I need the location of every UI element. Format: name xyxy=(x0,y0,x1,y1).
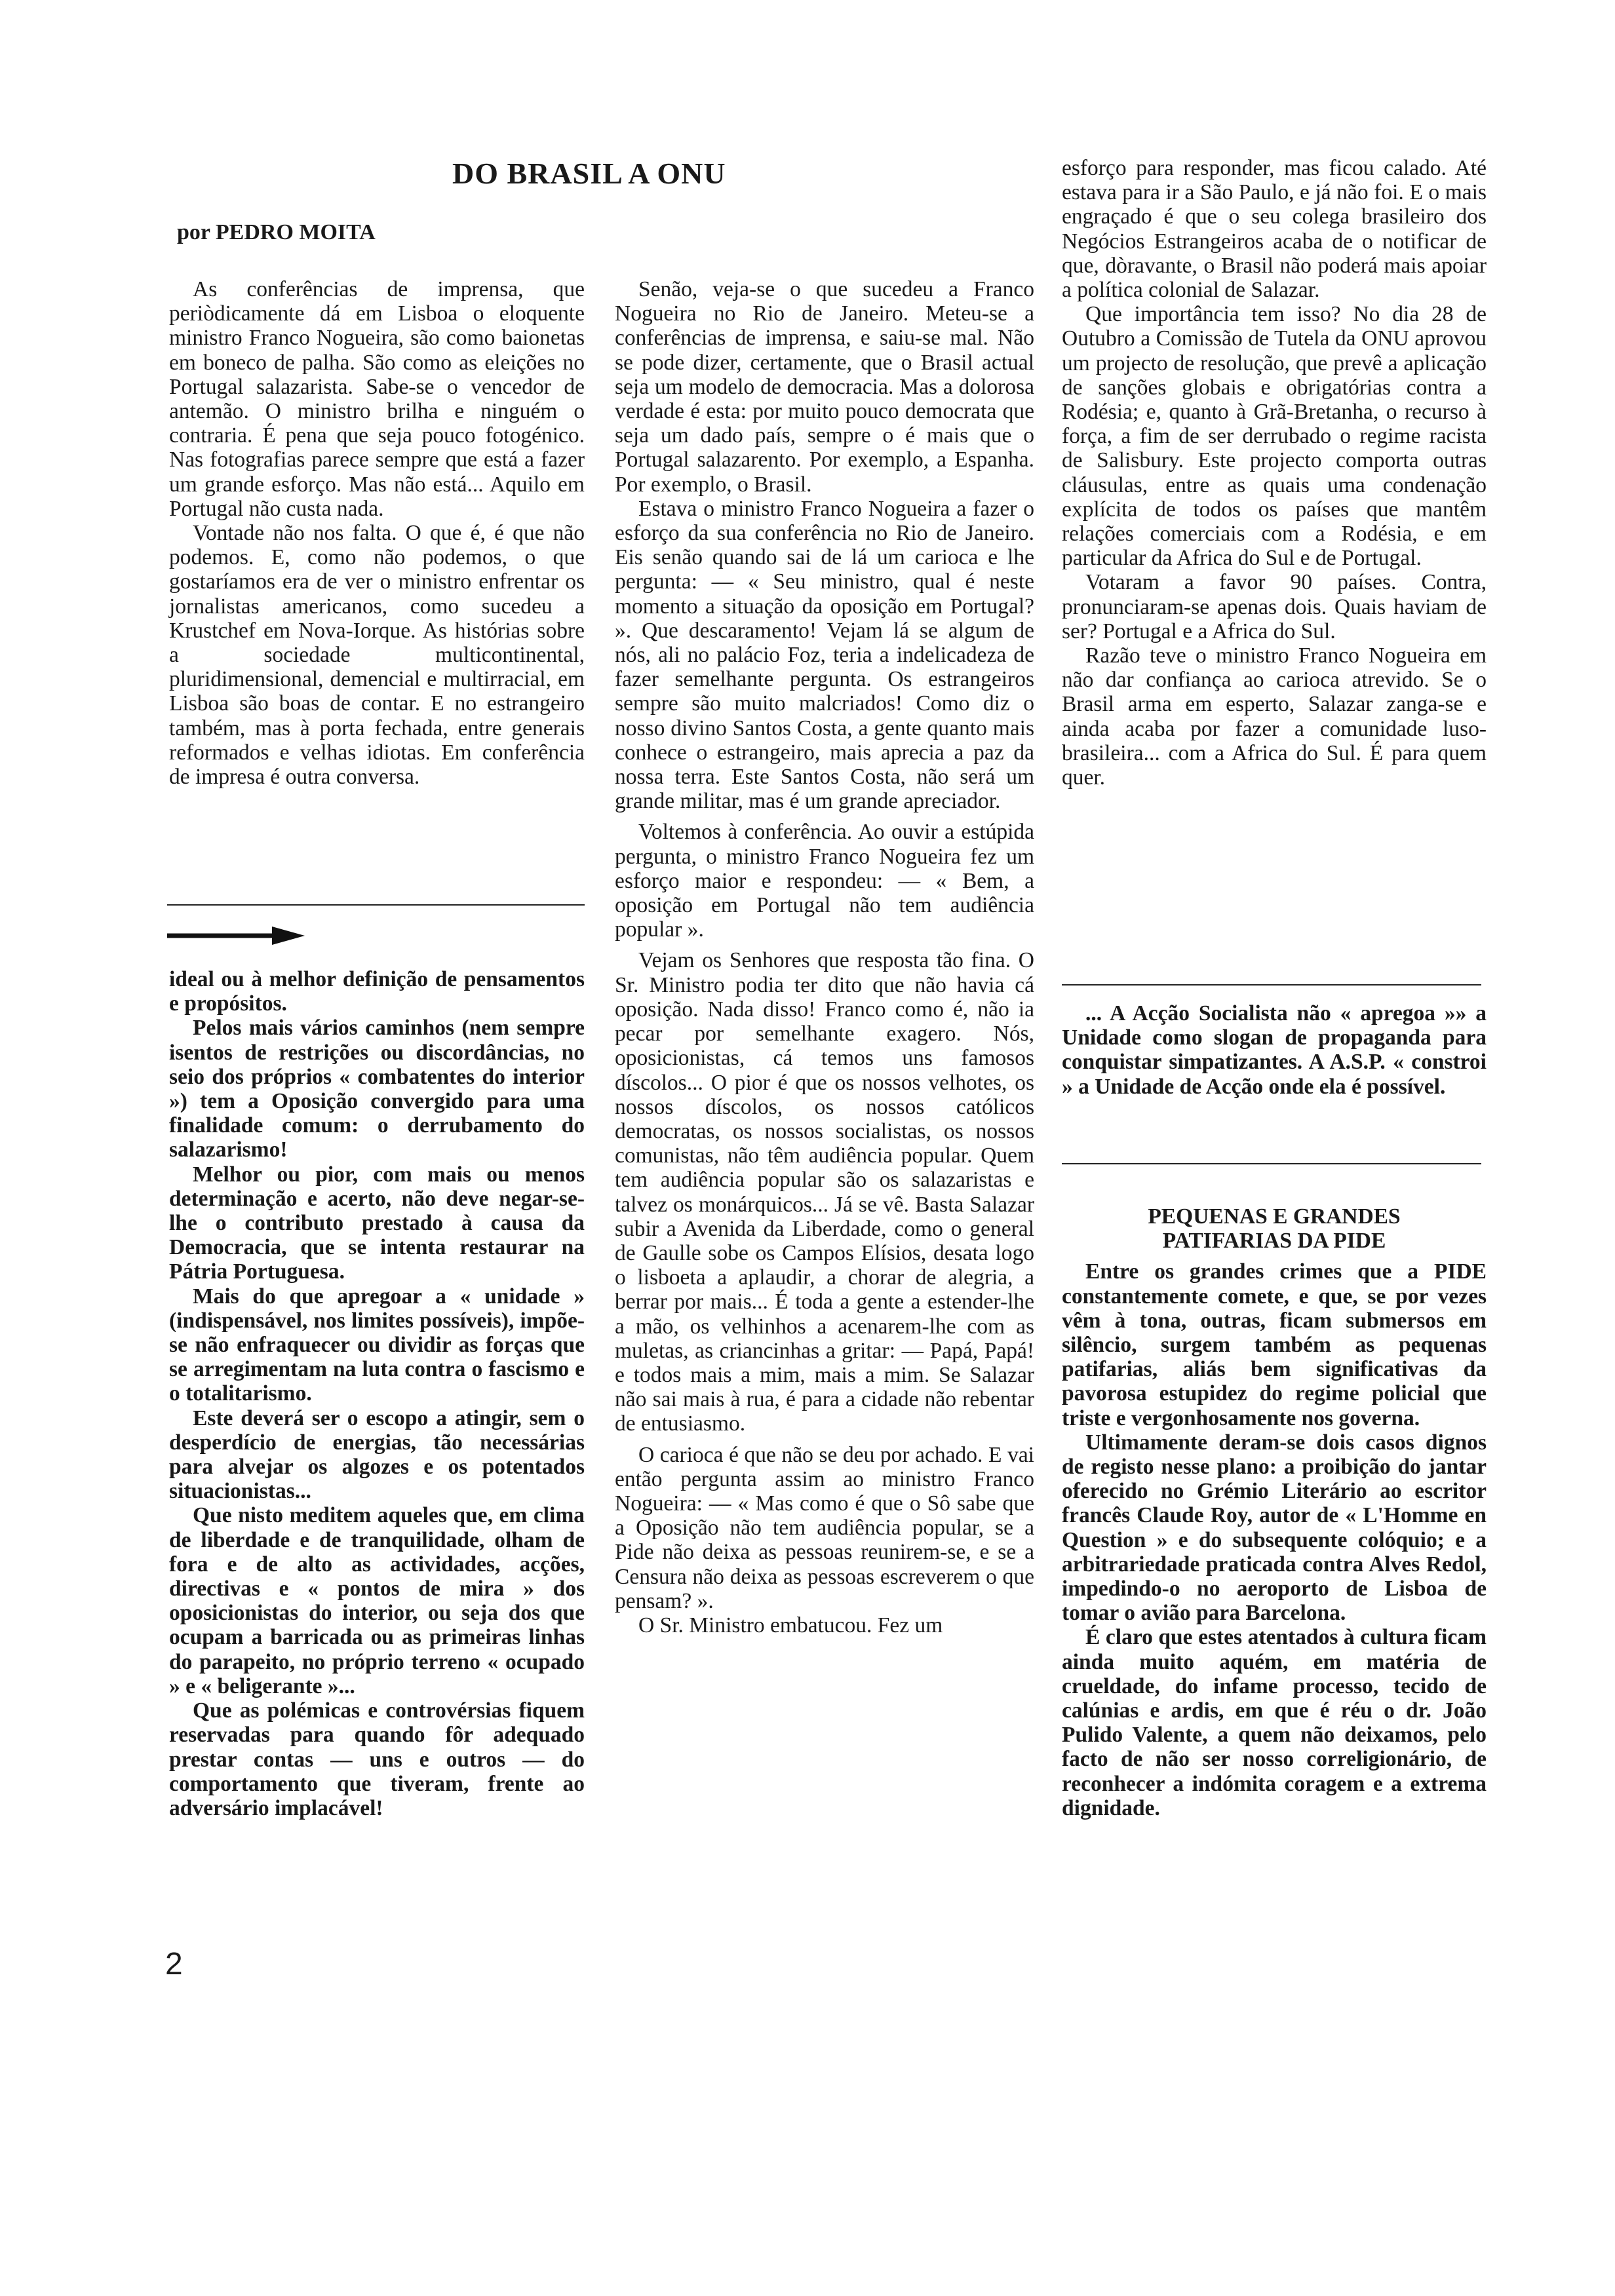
acs-note xyxy=(1062,1001,1487,1099)
article-title: DO BRASIL A ONU xyxy=(452,157,726,190)
pide-title-line-2: PATIFARIAS DA PIDE xyxy=(1162,1229,1386,1253)
article-column-2 xyxy=(615,277,1034,1637)
pide-paragraph: Entre os grandes crimes que a PIDE constantemente comete, e que, se por vezes vêm à tona, outras, ficam submersos em silêncio, surgem também as pequenas patifarias, aliás bem significativas da pavorosa estupidez do regime policial que triste e vergonhosamente nos governa. xyxy=(1062,1259,1487,1430)
article-paragraph: O Sr. Ministro embatucou. Fez um xyxy=(638,1613,943,1637)
pide-section xyxy=(1062,1204,1487,1820)
article-paragraph: esforço para responder, mas ficou calado. Até estava para ir a São Paulo, e já não foi. E o mais engraçado é que o seu colega brasileiro dos Negócios Estrangeiros acaba de o notificar de que, dòravante, o Brasil não poderá mais apoiar a política colonial de Salazar. xyxy=(1062,156,1487,303)
pide-title-line-1: PEQUENAS E GRANDES xyxy=(1148,1204,1401,1229)
right-arrow-icon xyxy=(167,923,305,949)
article-paragraph: As conferências de imprensa, que periòdicamente dá em Lisboa o eloquente ministro Franco Nogueira, são como baionetas em boneco de palha. São como as eleições no Portugal salazarista. Sabe-se o vencedor de antemão. O ministro brilha e ninguém o contraria. É pena que seja pouco fotogénico. Nas fotografias parece sempre que está a fazer um grande esforço. Mas não está... Aquilo em Portugal não custa nada. xyxy=(169,277,585,521)
article-paragraph: Que importância tem isso? No dia 28 de Outubro a Comissão de Tutela da ONU aprovou um projecto de resolução, que prevê a aplicação de sanções globais e obrigatórias contra a Rodésia; e, quanto à Grã-Bretanha, o recurso à força, a fim de ser derrubado o regime racista de Salisbury. Este projecto comporta outras cláusulas, entre as quais uma condenação explícita de todos os países que mantêm relações comerciais com a Rodésia, e em particular da Africa do Sul e de Portugal. xyxy=(1062,302,1487,571)
pide-paragraph: É claro que estes atentados à cultura ficam ainda muito aquém, em matéria de crueldade, do infame processo, tecido de calúnias e ardis, em que é réu o dr. João Pulido Valente, a quem não deixamos, pelo facto de não ser nosso correligionário, de reconhecer a indómita coragem e a extrema dignidade. xyxy=(1062,1625,1487,1820)
page-number: 2 xyxy=(165,1947,183,1981)
article-paragraph: Vejam os Senhores que resposta tão fina. O Sr. Ministro podia ter dito que não havia cá oposição. Nada disso! Franco como é, não ia pecar por semelhante exagero. Nós, oposicionistas, cá temos uns famosos díscolos... O pior é que os nossos velhotes, os nossos díscolos, os nossos católicos democratas, os nossos socialistas, os nossos comunistas, não têm audiência popular. Quem tem audiência popular são os salazaristas e talvez os monárquicos... Já se vê. Basta Salazar subir a Avenida da Liberdade, como o general de Gaulle sobe os Campos Elísios, desata logo o lisboeta a aplaudir, a chorar de alegria, a berrar por mais... É toda a gente a estender-lhe a mão, os velhinhos a acenarem-lhe com as muletas, as criancinhas a gritar: — Papá, Papá! e todos mais a mim, mais a mim. Se Salazar não sai mais à rua, é para a cidade não rebentar de entusiasmo. xyxy=(615,948,1034,1436)
divider-rule xyxy=(1062,1163,1481,1164)
article-paragraph: Senão, veja-se o que sucedeu a Franco Nogueira no Rio de Janeiro. Meteu-se a conferências de imprensa, e saiu-se mal. Não se pode dizer, certamente, que o Brasil actual seja um modelo de democracia. Mas a dolorosa verdade é esta: por muito pouco democrata que seja um dado país, sempre o é mais que o Portugal salazarento. Por exemplo, a Espanha. Por exemplo, o Brasil. xyxy=(615,277,1034,497)
article-paragraph: Voltemos à conferência. Ao ouvir a estúpida pergunta, o ministro Franco Nogueira fez um esforço maior e respondeu: — « Bem, a oposição em Portugal não tem audiência popular ». xyxy=(615,820,1034,942)
article-paragraph: Estava o ministro Franco Nogueira a fazer o esforço da sua conferência no Rio de Janeiro. Eis senão quando sai de lá um carioca e lhe pergunta: — « Seu ministro, qual é neste momento a situação da oposição em Portugal? ». Que descaramento! Vejam lá se algum de nós, ali no palácio Foz, teria a indelicadeza de fazer semelhante pergunta. Os estrangeiros sempre são muito malcriados! Como diz o nosso divino Santos Costa, a gente quanto mais conhece o estrangeiro, mais aprecia a paz da nossa terra. Este Santos Costa, não será um grande militar, mas é um grande apreciador. xyxy=(615,496,1034,814)
byline: por PEDRO MOITA xyxy=(177,220,376,244)
continued-paragraph: ideal ou à melhor definição de pensamentos e propósitos. xyxy=(169,967,585,1016)
continued-paragraph: Este deverá ser o escopo a atingir, sem o desperdício de energias, tão necessárias para alvejar os algozes e os potentados situacionistas... xyxy=(169,1406,585,1504)
continued-paragraph: Que as polémicas e controvérsias fiquem reservadas para quando fôr adequado prestar contas — uns e outros — do comportamento que tiveram, frente ao adversário implacável! xyxy=(169,1698,585,1820)
continued-paragraph: Pelos mais vários caminhos (nem sempre isentos de restrições ou discordâncias, no seio dos próprios « combatentes do interior ») tem a Oposição convergido para uma finalidade comum: o derrubamento do salazarismo! xyxy=(169,1016,585,1162)
article-paragraph: O carioca é que não se deu por achado. E vai então pergunta assim ao ministro Franco Nogueira: — « Mas como é que o Sô sabe que a Oposição não tem audiência popular, se a Pide não deixa as pessoas reunirem-se, e se a Censura não deixa as pessoas escreverem o que pensam? ». xyxy=(615,1442,1034,1613)
continued-paragraph: Melhor ou pior, com mais ou menos determinação e acerto, não deve negar-se-lhe o contributo prestado à causa da Democracia, que se intenta restaurar na Pátria Portuguesa. xyxy=(169,1162,585,1284)
divider-rule xyxy=(167,904,585,906)
acs-note-text: ... A Acção Socialista não « apregoa »» a Unidade como slogan de propaganda para conquistar simpatizantes. A A.S.P. « constroi » a Unidade de Acção onde ela é possível. xyxy=(1062,1001,1487,1099)
continued-article xyxy=(169,967,585,1820)
continued-paragraph: Que nisto meditem aqueles que, em clima de liberdade e de tranquilidade, olham de fora e de alto as actividades, acções, directivas e « pontos de mira » dos oposicionistas do interior, ou seja dos que ocupam a barricada ou as primeiras linhas do parapeito, no próprio terreno « ocupado » e « beligerante »... xyxy=(169,1503,585,1698)
divider-rule xyxy=(1062,984,1481,985)
article-paragraph: Vontade não nos falta. O que é, é que não podemos. E, como não podemos, o que gostaríamos era de ver o ministro enfrentar os jornalistas americanos, como sucedeu a Krustchef em Nova-Iorque. As histórias sobre a sociedade multicontinental, pluridimensional, demencial e multirracial, em Lisboa são boas de contar. E no estrangeiro também, mas à porta fechada, entre generais reformados e velhas idiotas. Em conferência de impresa é outra conversa. xyxy=(169,521,585,790)
continued-paragraph: Mais do que apregoar a « unidade » (indispensável, nos limites possíveis), impõe-se não enfraquecer ou dividir as forças que se arregimentam na luta contra o fascismo e o totalitarismo. xyxy=(169,1284,585,1406)
pide-paragraph: Ultimamente deram-se dois casos dignos de registo nesse plano: a proibição do jantar oferecido no Grémio Literário ao escritor francês Claude Roy, autor de « L'Homme en Question » e do subsequente colóquio; e a arbitrariedade praticada contra Alves Redol, impedindo-o no aeroporto de Lisboa de tomar o avião para Barcelona. xyxy=(1062,1430,1487,1626)
article-column-3 xyxy=(1062,156,1487,790)
article-column-1 xyxy=(169,277,585,789)
article-paragraph: Razão teve o ministro Franco Nogueira em não dar confiança ao carioca atrevido. Se o Brasil arma em esperto, Salazar zanga-se e ainda acaba por fazer a comunidade luso-brasileira... com a Africa do Sul. É para quem quer. xyxy=(1062,643,1487,790)
article-paragraph: Votaram a favor 90 países. Contra, pronunciaram-se apenas dois. Quais haviam de ser? Portugal e a Africa do Sul. xyxy=(1062,570,1487,643)
